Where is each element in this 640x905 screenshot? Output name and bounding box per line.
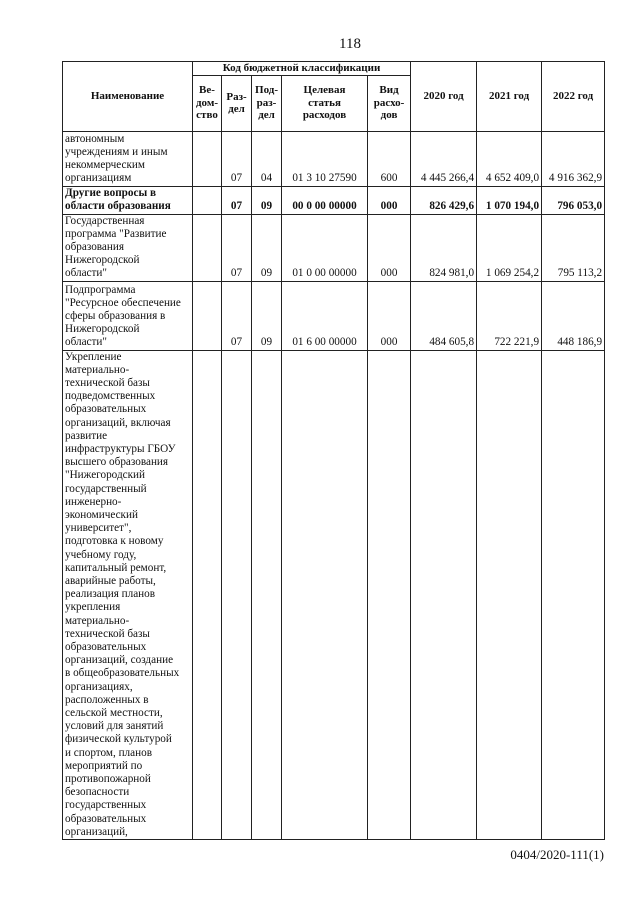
header-vid-rashodov: Вид расхо- дов	[368, 75, 411, 131]
header-name: Наименование	[63, 62, 193, 132]
row-vedomstvo	[193, 186, 222, 214]
row-celevaya-statya: 01 0 00 00000	[282, 214, 368, 281]
row-amount-2022: 4 916 362,9	[542, 131, 605, 186]
row-podrazdel: 04	[252, 131, 282, 186]
table-row	[63, 186, 605, 214]
header-classification-group: Код бюджетной классификации	[193, 62, 411, 76]
row-amount-2022	[542, 350, 605, 840]
row-celevaya-statya: 01 6 00 00000	[282, 281, 368, 350]
row-amount-2020: 826 429,6	[411, 186, 477, 214]
header-year-2022: 2022 год	[542, 62, 605, 132]
document-code: 0404/2020-111(1)	[510, 847, 604, 862]
row-name: Другие вопросы в области образования	[63, 186, 193, 214]
row-vid-rashodov	[368, 350, 411, 840]
budget-table	[62, 61, 605, 840]
row-amount-2021	[477, 350, 542, 840]
row-celevaya-statya	[282, 350, 368, 840]
row-vid-rashodov: 000	[368, 281, 411, 350]
row-amount-2021: 1 069 254,2	[477, 214, 542, 281]
row-vid-rashodov: 000	[368, 214, 411, 281]
row-vid-rashodov: 000	[368, 186, 411, 214]
row-amount-2022: 448 186,9	[542, 281, 605, 350]
row-vedomstvo	[193, 131, 222, 186]
row-celevaya-statya: 00 0 00 00000	[282, 186, 368, 214]
row-razdel	[222, 350, 252, 840]
header-podrazdel: Под- раз- дел	[252, 75, 282, 131]
page-number: 118	[339, 36, 361, 52]
row-vid-rashodov: 600	[368, 131, 411, 186]
row-amount-2020: 4 445 266,4	[411, 131, 477, 186]
row-vedomstvo	[193, 214, 222, 281]
row-podrazdel	[252, 350, 282, 840]
row-razdel: 07	[222, 281, 252, 350]
row-amount-2022: 795 113,2	[542, 214, 605, 281]
row-celevaya-statya: 01 3 10 27590	[282, 131, 368, 186]
table-row	[63, 350, 605, 840]
header-celevaya-statya: Целевая статья расходов	[282, 75, 368, 131]
row-podrazdel: 09	[252, 214, 282, 281]
row-amount-2020	[411, 350, 477, 840]
table-row	[63, 214, 605, 281]
table-row	[63, 281, 605, 350]
row-amount-2021: 1 070 194,0	[477, 186, 542, 214]
row-name: Государственная программа "Развитие образования Нижегородской области"	[63, 214, 193, 281]
row-vedomstvo	[193, 350, 222, 840]
row-name: автономным учреждениям и иным некоммерческим организациям	[63, 131, 193, 186]
row-podrazdel: 09	[252, 186, 282, 214]
row-razdel: 07	[222, 214, 252, 281]
row-amount-2022: 796 053,0	[542, 186, 605, 214]
header-year-2021: 2021 год	[477, 62, 542, 132]
row-name: Укрепление материально- технической базы подведомственных образовательных организаций, включая развитие инфраструктуры ГБОУ высшего образования "Нижегородский государственный инженерно- экономический университет", подготовка к новому учебному году, капитальный ремонт, аварийные работы, реализация планов укрепления материально- технической базы образовательных организаций, создание в общеобразовательных организациях, расположенных в сельской местности, условий для занятий физической культурой и спортом, планов мероприятий по противопожарной безопасности государственных образовательных организаций,	[63, 350, 193, 840]
row-amount-2020: 484 605,8	[411, 281, 477, 350]
row-amount-2021: 4 652 409,0	[477, 131, 542, 186]
table-row	[63, 131, 605, 186]
row-vedomstvo	[193, 281, 222, 350]
row-amount-2020: 824 981,0	[411, 214, 477, 281]
header-razdel: Раз- дел	[222, 75, 252, 131]
row-name: Подпрограмма "Ресурсное обеспечение сферы образования в Нижегородской области"	[63, 281, 193, 350]
row-razdel: 07	[222, 131, 252, 186]
header-vedomstvo: Ве- дом- ство	[193, 75, 222, 131]
row-amount-2021: 722 221,9	[477, 281, 542, 350]
row-podrazdel: 09	[252, 281, 282, 350]
header-year-2020: 2020 год	[411, 62, 477, 132]
row-razdel: 07	[222, 186, 252, 214]
